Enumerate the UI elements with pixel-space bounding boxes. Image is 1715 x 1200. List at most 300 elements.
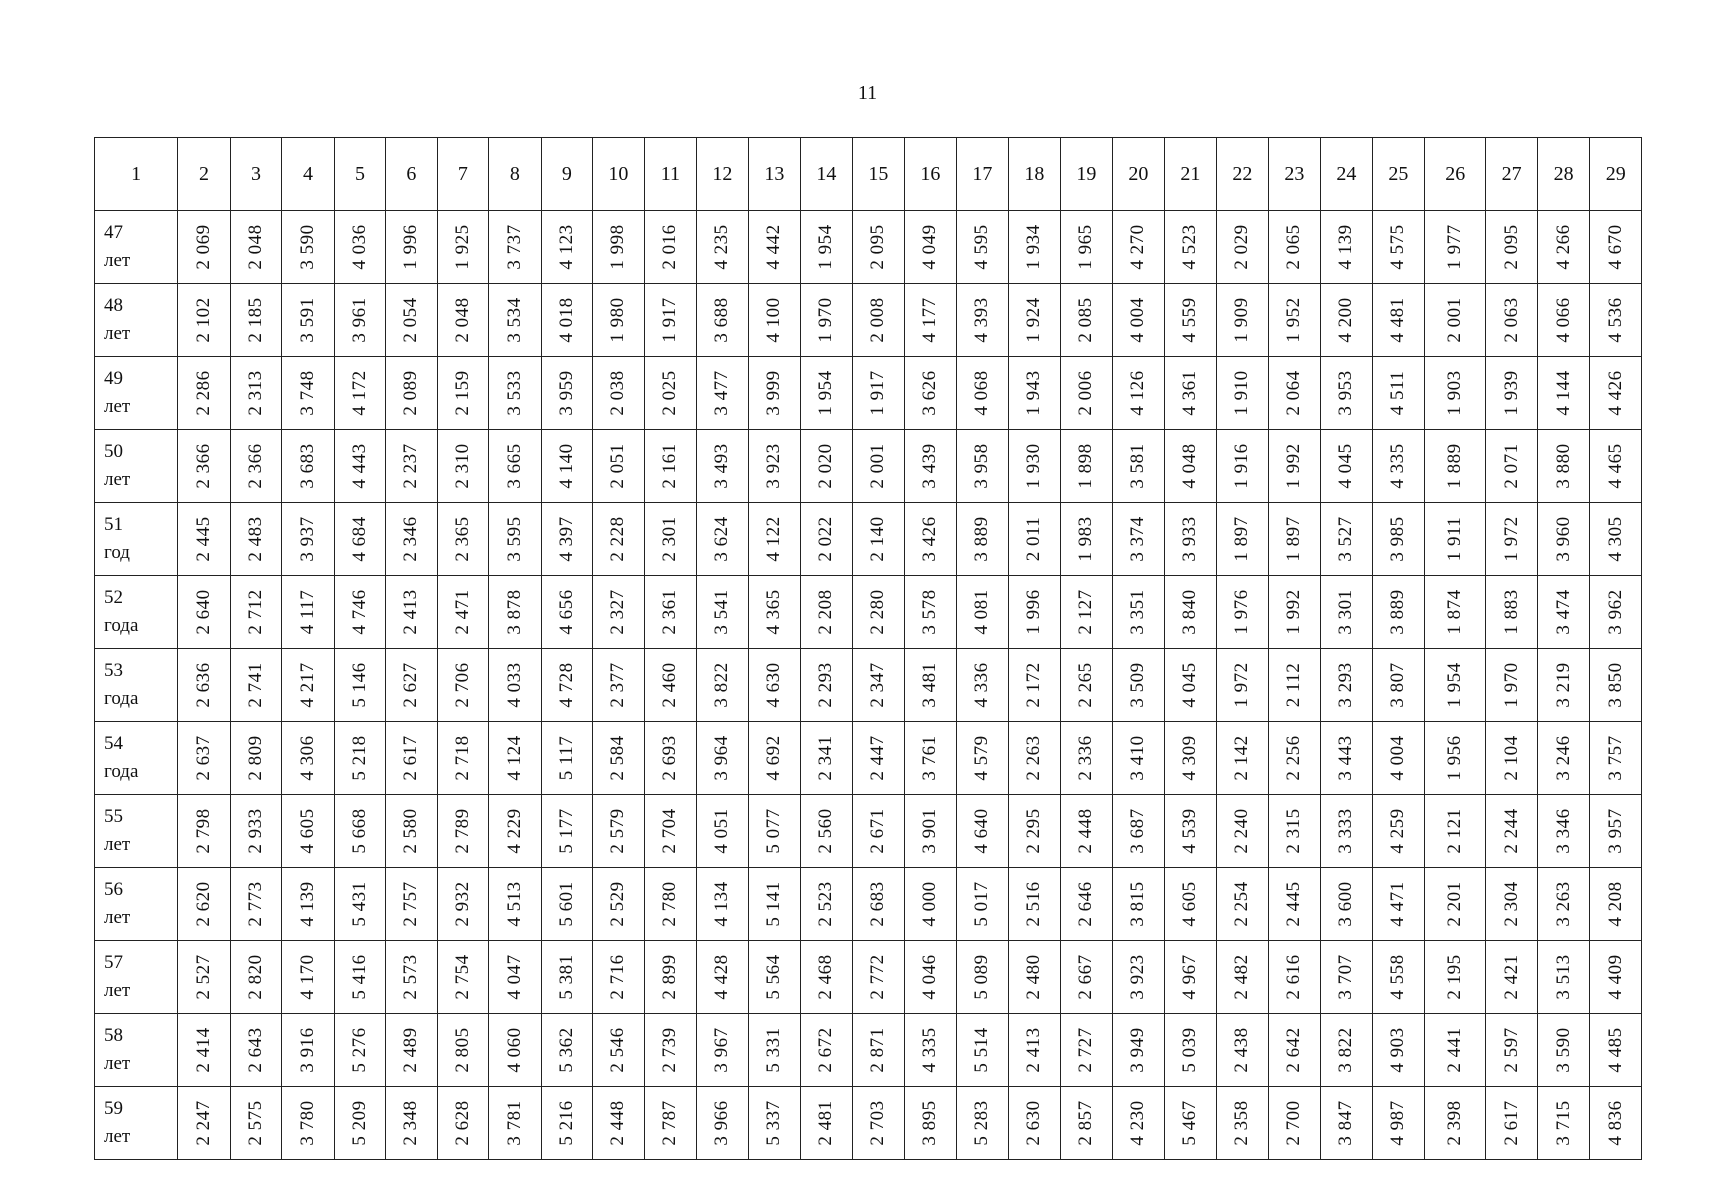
- value-cell: [1009, 941, 1060, 1014]
- value-cell: [1060, 722, 1113, 795]
- cell-value: 2 703: [867, 1100, 889, 1146]
- value-cell: [852, 649, 905, 722]
- value-cell: [748, 649, 801, 722]
- value-cell: [1321, 649, 1372, 722]
- cell-value: 3 683: [296, 443, 318, 489]
- age-number: 49: [104, 368, 123, 389]
- cell-value: 4 481: [1387, 297, 1409, 343]
- cell-value: 2 787: [659, 1100, 681, 1146]
- cell-value: 3 590: [1552, 1027, 1574, 1073]
- cell-value: 2 820: [244, 954, 266, 1000]
- value-cell: [1268, 1014, 1321, 1087]
- value-cell: [230, 722, 281, 795]
- cell-value: 4 595: [971, 224, 993, 270]
- table-header: [95, 138, 1642, 211]
- value-cell: [1372, 649, 1425, 722]
- cell-value: 1 897: [1231, 516, 1253, 562]
- value-cell: [1372, 941, 1425, 1014]
- cell-value: 2 377: [607, 662, 629, 708]
- value-cell: [230, 357, 281, 430]
- value-cell: [644, 357, 697, 430]
- cell-value: 2 932: [451, 881, 473, 927]
- cell-value: 3 822: [711, 662, 733, 708]
- cell-value: 2 304: [1500, 881, 1522, 927]
- value-cell: [748, 576, 801, 649]
- cell-value: 3 807: [1387, 662, 1409, 708]
- value-cell: [282, 1014, 335, 1087]
- value-cell: [644, 722, 697, 795]
- value-cell: [282, 868, 335, 941]
- value-cell: [644, 503, 697, 576]
- value-cell: [1590, 722, 1642, 795]
- cell-value: 4 393: [971, 297, 993, 343]
- value-cell: [489, 649, 542, 722]
- cell-value: 5 331: [763, 1027, 785, 1073]
- value-cell: [1486, 1014, 1537, 1087]
- cell-value: 3 780: [296, 1100, 318, 1146]
- cell-value: 3 962: [1604, 589, 1626, 635]
- value-cell: [956, 430, 1009, 503]
- value-cell: [852, 430, 905, 503]
- table-row: [95, 1087, 1642, 1160]
- column-header: 23: [1268, 138, 1321, 211]
- value-cell: [1009, 1087, 1060, 1160]
- cell-value: 5 431: [348, 881, 370, 927]
- value-cell: [905, 1087, 956, 1160]
- column-header: 8: [489, 138, 542, 211]
- age-unit: лет: [104, 907, 131, 928]
- cell-value: 2 001: [1444, 297, 1466, 343]
- value-cell: [1321, 795, 1372, 868]
- cell-value: 2 185: [244, 297, 266, 343]
- value-cell: [905, 576, 956, 649]
- cell-value: 3 624: [711, 516, 733, 562]
- cell-value: 2 159: [451, 370, 473, 416]
- value-cell: [1164, 868, 1217, 941]
- cell-value: 2 445: [192, 516, 214, 562]
- cell-value: 4 200: [1335, 297, 1357, 343]
- value-cell: [437, 1014, 488, 1087]
- cell-value: 2 640: [192, 589, 214, 635]
- cell-value: 2 448: [1075, 808, 1097, 854]
- cell-value: 2 341: [815, 735, 837, 781]
- column-header: 15: [852, 138, 905, 211]
- value-cell: [1372, 795, 1425, 868]
- age-unit: лет: [104, 323, 131, 344]
- cell-value: 4 306: [296, 735, 318, 781]
- value-cell: [1164, 211, 1217, 284]
- value-cell: [1425, 722, 1486, 795]
- age-unit: год: [104, 542, 130, 563]
- column-header: 7: [437, 138, 488, 211]
- cell-value: 2 063: [1500, 297, 1522, 343]
- value-cell: [1425, 795, 1486, 868]
- value-cell: [1537, 868, 1590, 941]
- value-cell: [697, 430, 748, 503]
- value-cell: [437, 649, 488, 722]
- cell-value: 2 772: [867, 954, 889, 1000]
- value-cell: [1060, 649, 1113, 722]
- cell-value: 2 022: [815, 516, 837, 562]
- cell-value: 3 840: [1179, 589, 1201, 635]
- cell-value: 4 000: [919, 881, 941, 927]
- value-cell: [230, 649, 281, 722]
- column-header: 16: [905, 138, 956, 211]
- value-cell: [1372, 1087, 1425, 1160]
- value-cell: [178, 722, 231, 795]
- cell-value: 3 957: [1604, 808, 1626, 854]
- value-cell: [697, 649, 748, 722]
- cell-value: 2 286: [192, 370, 214, 416]
- value-cell: [230, 868, 281, 941]
- cell-value: 3 246: [1552, 735, 1574, 781]
- cell-value: 5 209: [348, 1100, 370, 1146]
- value-cell: [1425, 430, 1486, 503]
- cell-value: 4 305: [1604, 516, 1626, 562]
- value-cell: [386, 1014, 437, 1087]
- cell-value: 3 534: [503, 297, 525, 343]
- column-header: 21: [1164, 138, 1217, 211]
- value-cell: [1321, 1087, 1372, 1160]
- cell-value: 2 336: [1075, 735, 1097, 781]
- cell-value: 2 142: [1231, 735, 1253, 781]
- cell-value: 2 727: [1075, 1027, 1097, 1073]
- value-cell: [282, 357, 335, 430]
- value-cell: [1537, 1087, 1590, 1160]
- value-cell: [1425, 576, 1486, 649]
- cell-value: 2 584: [607, 735, 629, 781]
- column-header: 3: [230, 138, 281, 211]
- cell-value: 3 715: [1552, 1100, 1574, 1146]
- value-cell: [1217, 868, 1268, 941]
- value-cell: [644, 1087, 697, 1160]
- value-cell: [1217, 211, 1268, 284]
- cell-value: 2 899: [659, 954, 681, 1000]
- value-cell: [852, 868, 905, 941]
- cell-value: 2 048: [451, 297, 473, 343]
- cell-value: 3 439: [919, 443, 941, 489]
- age-unit: года: [104, 761, 139, 782]
- value-cell: [178, 357, 231, 430]
- cell-value: 5 467: [1179, 1100, 1201, 1146]
- value-cell: [1590, 1087, 1642, 1160]
- value-cell: [1164, 1014, 1217, 1087]
- column-header: 26: [1425, 138, 1486, 211]
- value-cell: [282, 649, 335, 722]
- cell-value: 1 972: [1500, 516, 1522, 562]
- value-cell: [1486, 284, 1537, 357]
- cell-value: 1 954: [815, 224, 837, 270]
- cell-value: 4 513: [503, 881, 525, 927]
- value-cell: [541, 576, 592, 649]
- cell-value: 3 533: [503, 370, 525, 416]
- cell-value: 2 104: [1500, 735, 1522, 781]
- value-cell: [697, 868, 748, 941]
- value-cell: [1164, 941, 1217, 1014]
- value-cell: [334, 357, 385, 430]
- value-cell: [386, 357, 437, 430]
- cell-value: 2 228: [607, 516, 629, 562]
- cell-value: 2 089: [400, 370, 422, 416]
- value-cell: [1217, 649, 1268, 722]
- value-cell: [1113, 941, 1164, 1014]
- cell-value: 2 546: [607, 1027, 629, 1073]
- value-cell: [748, 503, 801, 576]
- cell-value: 1 996: [400, 224, 422, 270]
- value-cell: [1268, 503, 1321, 576]
- cell-value: 3 626: [919, 370, 941, 416]
- cell-value: 2 448: [607, 1100, 629, 1146]
- value-cell: [1590, 576, 1642, 649]
- table-row: [95, 357, 1642, 430]
- cell-value: 2 293: [815, 662, 837, 708]
- value-cell: [1321, 868, 1372, 941]
- value-cell: [593, 649, 644, 722]
- value-cell: [593, 941, 644, 1014]
- value-cell: [178, 430, 231, 503]
- cell-value: 5 146: [348, 662, 370, 708]
- cell-value: 5 564: [763, 954, 785, 1000]
- age-unit: лет: [104, 834, 131, 855]
- cell-value: 3 493: [711, 443, 733, 489]
- cell-value: 4 033: [503, 662, 525, 708]
- cell-value: 4 068: [971, 370, 993, 416]
- cell-value: 1 977: [1444, 224, 1466, 270]
- cell-value: 4 728: [555, 662, 577, 708]
- value-cell: [437, 503, 488, 576]
- value-cell: [1009, 284, 1060, 357]
- age-unit: лет: [104, 469, 131, 490]
- value-cell: [178, 649, 231, 722]
- value-cell: [748, 357, 801, 430]
- value-cell: [801, 649, 852, 722]
- cell-value: 2 627: [400, 662, 422, 708]
- column-header: 19: [1060, 138, 1113, 211]
- cell-value: 2 366: [244, 443, 266, 489]
- value-cell: [1113, 795, 1164, 868]
- cell-value: 3 346: [1552, 808, 1574, 854]
- cell-value: 5 416: [348, 954, 370, 1000]
- table-row: [95, 941, 1642, 1014]
- cell-value: 2 646: [1075, 881, 1097, 927]
- cell-value: 3 999: [763, 370, 785, 416]
- cell-value: 4 049: [919, 224, 941, 270]
- cell-value: 4 036: [348, 224, 370, 270]
- value-cell: [956, 211, 1009, 284]
- cell-value: 2 716: [607, 954, 629, 1000]
- value-cell: [386, 868, 437, 941]
- cell-value: 3 263: [1552, 881, 1574, 927]
- value-cell: [1486, 795, 1537, 868]
- cell-value: 1 943: [1023, 370, 1045, 416]
- cell-value: 3 688: [711, 297, 733, 343]
- cell-value: 4 559: [1179, 297, 1201, 343]
- age-cell: [95, 503, 178, 576]
- cell-value: 2 064: [1283, 370, 1305, 416]
- cell-value: 2 447: [867, 735, 889, 781]
- cell-value: 4 465: [1604, 443, 1626, 489]
- cell-value: 4 170: [296, 954, 318, 1000]
- value-cell: [956, 868, 1009, 941]
- value-cell: [334, 211, 385, 284]
- cell-value: 4 123: [555, 224, 577, 270]
- cell-value: 2 516: [1023, 881, 1045, 927]
- value-cell: [178, 503, 231, 576]
- value-cell: [1060, 211, 1113, 284]
- cell-value: 4 048: [1179, 443, 1201, 489]
- cell-value: 3 374: [1127, 516, 1149, 562]
- cell-value: 4 539: [1179, 808, 1201, 854]
- cell-value: 2 460: [659, 662, 681, 708]
- value-cell: [644, 576, 697, 649]
- cell-value: 4 122: [763, 516, 785, 562]
- cell-value: 2 095: [867, 224, 889, 270]
- cell-value: 4 208: [1604, 881, 1626, 927]
- cell-value: 2 712: [244, 589, 266, 635]
- cell-value: 2 011: [1023, 516, 1045, 562]
- value-cell: [541, 722, 592, 795]
- cell-value: 1 954: [815, 370, 837, 416]
- cell-value: 2 523: [815, 881, 837, 927]
- cell-value: 3 966: [711, 1100, 733, 1146]
- value-cell: [282, 284, 335, 357]
- value-cell: [1060, 576, 1113, 649]
- cell-value: 4 060: [503, 1027, 525, 1073]
- value-cell: [1060, 503, 1113, 576]
- value-cell: [1590, 503, 1642, 576]
- value-cell: [1486, 576, 1537, 649]
- value-cell: [230, 941, 281, 1014]
- cell-value: 4 045: [1179, 662, 1201, 708]
- value-cell: [1372, 868, 1425, 941]
- value-cell: [386, 284, 437, 357]
- cell-value: 4 266: [1552, 224, 1574, 270]
- column-header: 20: [1113, 138, 1164, 211]
- cell-value: 4 630: [763, 662, 785, 708]
- column-header: 18: [1009, 138, 1060, 211]
- cell-value: 2 683: [867, 881, 889, 927]
- value-cell: [1321, 284, 1372, 357]
- value-cell: [697, 1014, 748, 1087]
- value-cell: [1009, 868, 1060, 941]
- cell-value: 3 985: [1387, 516, 1409, 562]
- cell-value: 4 575: [1387, 224, 1409, 270]
- value-cell: [593, 357, 644, 430]
- cell-value: 2 579: [607, 808, 629, 854]
- value-cell: [1537, 722, 1590, 795]
- cell-value: 2 741: [244, 662, 266, 708]
- value-cell: [801, 211, 852, 284]
- value-cell: [178, 211, 231, 284]
- value-cell: [1060, 430, 1113, 503]
- value-cell: [1164, 576, 1217, 649]
- value-cell: [1486, 868, 1537, 941]
- cell-value: 4 046: [919, 954, 941, 1000]
- age-unit: лет: [104, 980, 131, 1001]
- cell-value: 4 139: [296, 881, 318, 927]
- value-cell: [852, 284, 905, 357]
- value-cell: [230, 430, 281, 503]
- value-cell: [230, 503, 281, 576]
- value-cell: [386, 211, 437, 284]
- cell-value: 2 413: [400, 589, 422, 635]
- value-cell: [697, 795, 748, 868]
- age-cell: [95, 868, 178, 941]
- cell-value: 2 642: [1283, 1027, 1305, 1073]
- value-cell: [748, 1087, 801, 1160]
- value-cell: [956, 1087, 1009, 1160]
- cell-value: 3 916: [296, 1027, 318, 1073]
- age-unit: лет: [104, 1126, 131, 1147]
- cell-value: 5 216: [555, 1100, 577, 1146]
- value-cell: [748, 795, 801, 868]
- cell-value: 3 847: [1335, 1100, 1357, 1146]
- cell-value: 3 527: [1335, 516, 1357, 562]
- value-cell: [1217, 722, 1268, 795]
- cell-value: 3 426: [919, 516, 941, 562]
- value-cell: [1425, 1014, 1486, 1087]
- cell-value: 2 617: [400, 735, 422, 781]
- cell-value: 3 815: [1127, 881, 1149, 927]
- cell-value: 2 754: [451, 954, 473, 1000]
- cell-value: 4 270: [1127, 224, 1149, 270]
- cell-value: 2 140: [867, 516, 889, 562]
- table-row: [95, 868, 1642, 941]
- value-cell: [1321, 503, 1372, 576]
- value-cell: [1113, 576, 1164, 649]
- cell-value: 2 112: [1283, 662, 1305, 708]
- cell-value: 1 954: [1444, 662, 1466, 708]
- value-cell: [905, 1014, 956, 1087]
- table-row: [95, 503, 1642, 576]
- age-number: 59: [104, 1098, 123, 1119]
- value-cell: [386, 795, 437, 868]
- value-cell: [541, 503, 592, 576]
- cell-value: 4 100: [763, 297, 785, 343]
- cell-value: 5 283: [971, 1100, 993, 1146]
- cell-value: 2 580: [400, 808, 422, 854]
- value-cell: [644, 795, 697, 868]
- value-cell: [1425, 357, 1486, 430]
- value-cell: [1113, 430, 1164, 503]
- cell-value: 2 020: [815, 443, 837, 489]
- age-cell: [95, 649, 178, 722]
- cell-value: 4 259: [1387, 808, 1409, 854]
- value-cell: [1268, 722, 1321, 795]
- value-cell: [334, 868, 385, 941]
- cell-value: 1 976: [1231, 589, 1253, 635]
- value-cell: [852, 1087, 905, 1160]
- cell-value: 2 809: [244, 735, 266, 781]
- value-cell: [748, 211, 801, 284]
- age-cell: [95, 1014, 178, 1087]
- cell-value: 5 362: [555, 1027, 577, 1073]
- column-header: 25: [1372, 138, 1425, 211]
- value-cell: [1268, 357, 1321, 430]
- cell-value: 2 438: [1231, 1027, 1253, 1073]
- age-number: 52: [104, 587, 123, 608]
- cell-value: 2 483: [244, 516, 266, 562]
- column-header: 13: [748, 138, 801, 211]
- value-cell: [1590, 1014, 1642, 1087]
- value-cell: [593, 1087, 644, 1160]
- value-cell: [1486, 649, 1537, 722]
- value-cell: [1268, 1087, 1321, 1160]
- cell-value: 4 987: [1387, 1100, 1409, 1146]
- column-header: 12: [697, 138, 748, 211]
- value-cell: [852, 503, 905, 576]
- value-cell: [334, 1014, 385, 1087]
